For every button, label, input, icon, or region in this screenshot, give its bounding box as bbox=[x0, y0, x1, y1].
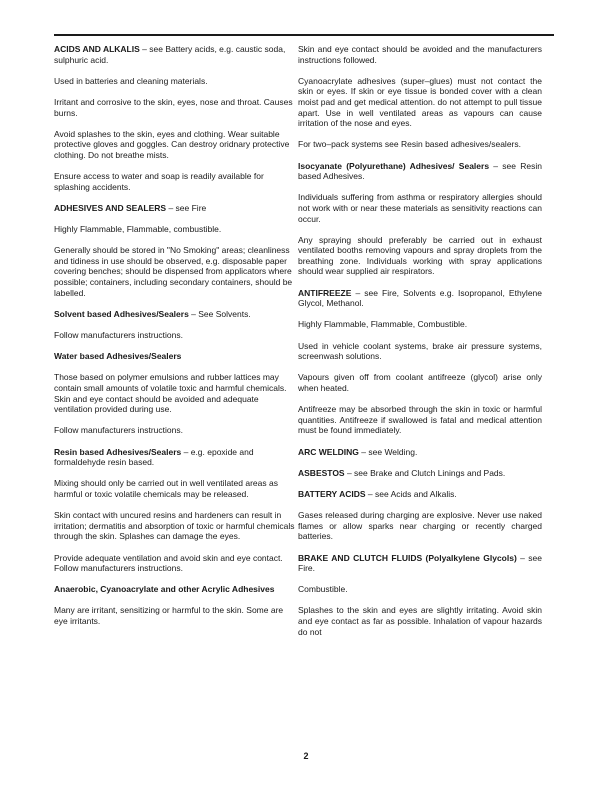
paragraph bbox=[54, 224, 298, 235]
paragraph bbox=[298, 553, 542, 574]
paragraph bbox=[54, 584, 298, 595]
paragraph bbox=[298, 341, 542, 362]
paragraph-text: Used in vehicle coolant systems, brake air pressure systems, screenwash solutions. bbox=[298, 340, 542, 362]
paragraph-text: – see Resin based Adhesives. bbox=[298, 160, 542, 182]
page-number: 2 bbox=[303, 751, 309, 761]
paragraph-text: – see Acids and Alkalis. bbox=[365, 488, 457, 499]
section-heading: Resin based Adhesives/Sealers bbox=[54, 446, 182, 457]
paragraph-text: – see Fire. bbox=[298, 552, 542, 574]
paragraph bbox=[298, 447, 542, 458]
paragraph-text: Many are irritant, sensitizing or harmful to the skin. Some are eye irritants. bbox=[54, 605, 284, 627]
paragraph bbox=[54, 203, 298, 214]
paragraph bbox=[298, 584, 542, 595]
paragraph-text: Individuals suffering from asthma or respiratory allergies should not work with or near these materials as sensitivity reactions can occur. bbox=[298, 192, 542, 224]
section-heading: ANTIFREEZE bbox=[298, 287, 352, 298]
left-column bbox=[54, 44, 298, 637]
paragraph-text: – See Solvents. bbox=[188, 308, 251, 319]
paragraph bbox=[298, 319, 542, 330]
section-heading: Solvent based Adhesives/Sealers bbox=[54, 308, 189, 319]
paragraph-text: Follow manufacturers instructions. bbox=[54, 330, 183, 341]
paragraph bbox=[298, 288, 542, 309]
paragraph bbox=[54, 478, 298, 499]
paragraph-text: – see Brake and Clutch Linings and Pads. bbox=[344, 467, 506, 478]
paragraph bbox=[54, 510, 298, 542]
paragraph bbox=[54, 245, 298, 298]
paragraph bbox=[298, 161, 542, 182]
paragraph bbox=[298, 192, 542, 224]
paragraph bbox=[298, 489, 542, 500]
paragraph bbox=[298, 468, 542, 479]
paragraph bbox=[298, 139, 542, 150]
paragraph bbox=[54, 129, 298, 161]
top-rule bbox=[54, 34, 554, 36]
section-heading: BATTERY ACIDS bbox=[298, 488, 366, 499]
section-heading: ADHESIVES AND SEALERS bbox=[54, 202, 167, 213]
paragraph bbox=[54, 605, 298, 626]
paragraph-text: Antifreeze may be absorbed through the skin in toxic or harmful quantities. Antifreeze if swallowed is fatal and medical attention must be found immediately. bbox=[298, 404, 542, 436]
paragraph-text: For two–pack systems see Resin based adhesives/sealers. bbox=[298, 139, 521, 150]
paragraph-text: Cyanoacrylate adhesives (super–glues) must not contact the skin or eyes. If skin or eye tissue is bonded cover with a clean moist pad and get medical attention. do not attempt to pull tissue apart. Use in well ventilated areas as vapours can cause irritation of the nose and eyes. bbox=[298, 75, 542, 129]
paragraph-text: Avoid splashes to the skin, eyes and clothing. Wear suitable protective gloves and goggles. Can destroy oridnary protective clothing. Do not breathe mists. bbox=[54, 128, 290, 160]
paragraph-text: – see Battery acids, e.g. caustic soda, sulphuric acid. bbox=[54, 44, 286, 65]
paragraph-text: Highly Flammable, Flammable, Combustible. bbox=[298, 319, 468, 330]
paragraph-text: – see Welding. bbox=[358, 446, 418, 457]
paragraph-text: Ensure access to water and soap is readily available for splashing accidents. bbox=[54, 171, 264, 192]
section-heading: ASBESTOS bbox=[298, 467, 345, 478]
paragraph-text: Skin contact with uncured resins and hardeners can result in irritation; dermatitis and absorption of toxic or harmful chemicals through the skin. Splashes can damage the eyes. bbox=[54, 510, 295, 542]
paragraph-text: Skin and eye contact should be avoided and the manufacturers instructions followed. bbox=[298, 44, 542, 65]
paragraph-text: Generally should be stored in "No Smoking" areas; cleanliness and tidiness in use should be observed, e.g. disposable paper covering benches; should be dispensed from applicators where possible; containers, including secondary containers, should be labelled. bbox=[54, 245, 293, 298]
paragraph bbox=[54, 171, 298, 192]
paragraph-text: Combustible. bbox=[298, 584, 348, 595]
paragraph-text: Gases released during charging are explosive. Never use naked flames or allow sparks near charging or recently charged batteries. bbox=[298, 510, 542, 542]
paragraph bbox=[298, 510, 542, 542]
paragraph-text: Irritant and corrosive to the skin, eyes, nose and throat. Causes burns. bbox=[54, 96, 293, 118]
paragraph bbox=[54, 44, 298, 65]
paragraph bbox=[54, 76, 298, 87]
paragraph-text: Provide adequate ventilation and avoid skin and eye contact. Follow manufacturers instructions. bbox=[54, 552, 283, 574]
paragraph bbox=[54, 372, 298, 414]
paragraph-text: Mixing should only be carried out in well ventilated areas as harmful or toxic volatile chemicals may be released. bbox=[54, 478, 278, 499]
paragraph bbox=[54, 553, 298, 574]
paragraph-text: Highly Flammable, Flammable, combustible. bbox=[54, 224, 222, 235]
paragraph bbox=[54, 309, 298, 320]
paragraph-text: Splashes to the skin and eyes are slightly irritating. Avoid skin and eye contact as far as possible. Inhalation of vapour hazards do not bbox=[298, 605, 542, 637]
section-heading: BRAKE AND CLUTCH FLUIDS (Polyalkylene Glycols) bbox=[298, 552, 517, 563]
section-heading: Isocyanate (Polyurethane) Adhesives/ Sealers bbox=[298, 160, 490, 171]
paragraph bbox=[54, 425, 298, 436]
paragraph-text: – see Fire, Solvents e.g. Isopropanol, Ethylene Glycol, Methanol. bbox=[298, 287, 542, 309]
section-heading: Anaerobic, Cyanoacrylate and other Acrylic Adhesives bbox=[54, 584, 275, 595]
paragraph bbox=[298, 372, 542, 393]
paragraph-text: Those based on polymer emulsions and rubber lattices may contain small amounts of volatile toxic and harmful chemicals. Skin and eye contact should be avoided and adequate ventilation provided during use. bbox=[54, 372, 287, 415]
right-column bbox=[298, 44, 542, 648]
paragraph bbox=[298, 605, 542, 637]
paragraph-text: Follow manufacturers instructions. bbox=[54, 425, 183, 436]
paragraph-text: Vapours given off from coolant antifreeze (glycol) arise only when heated. bbox=[298, 372, 542, 393]
paragraph-text: Used in batteries and cleaning materials. bbox=[54, 75, 208, 86]
section-heading: ACIDS AND ALKALIS bbox=[54, 44, 140, 54]
paragraph bbox=[298, 235, 542, 277]
paragraph bbox=[54, 351, 298, 362]
paragraph-text: – e.g. epoxide and formaldehyde resin based. bbox=[54, 446, 254, 468]
paragraph-text: Any spraying should preferably be carried out in exhaust ventilated booths removing vapours and spray droplets from the breathing zone. Individuals working with spray applications should wear supplied air respirators. bbox=[298, 234, 542, 277]
paragraph bbox=[54, 447, 298, 468]
paragraph bbox=[54, 97, 298, 118]
paragraph bbox=[298, 44, 542, 65]
paragraph bbox=[54, 330, 298, 341]
paragraph bbox=[298, 404, 542, 436]
paragraph-text: – see Fire bbox=[166, 202, 207, 213]
section-heading: ARC WELDING bbox=[298, 446, 359, 457]
section-heading: Water based Adhesives/Sealers bbox=[54, 351, 182, 362]
paragraph bbox=[298, 76, 542, 129]
